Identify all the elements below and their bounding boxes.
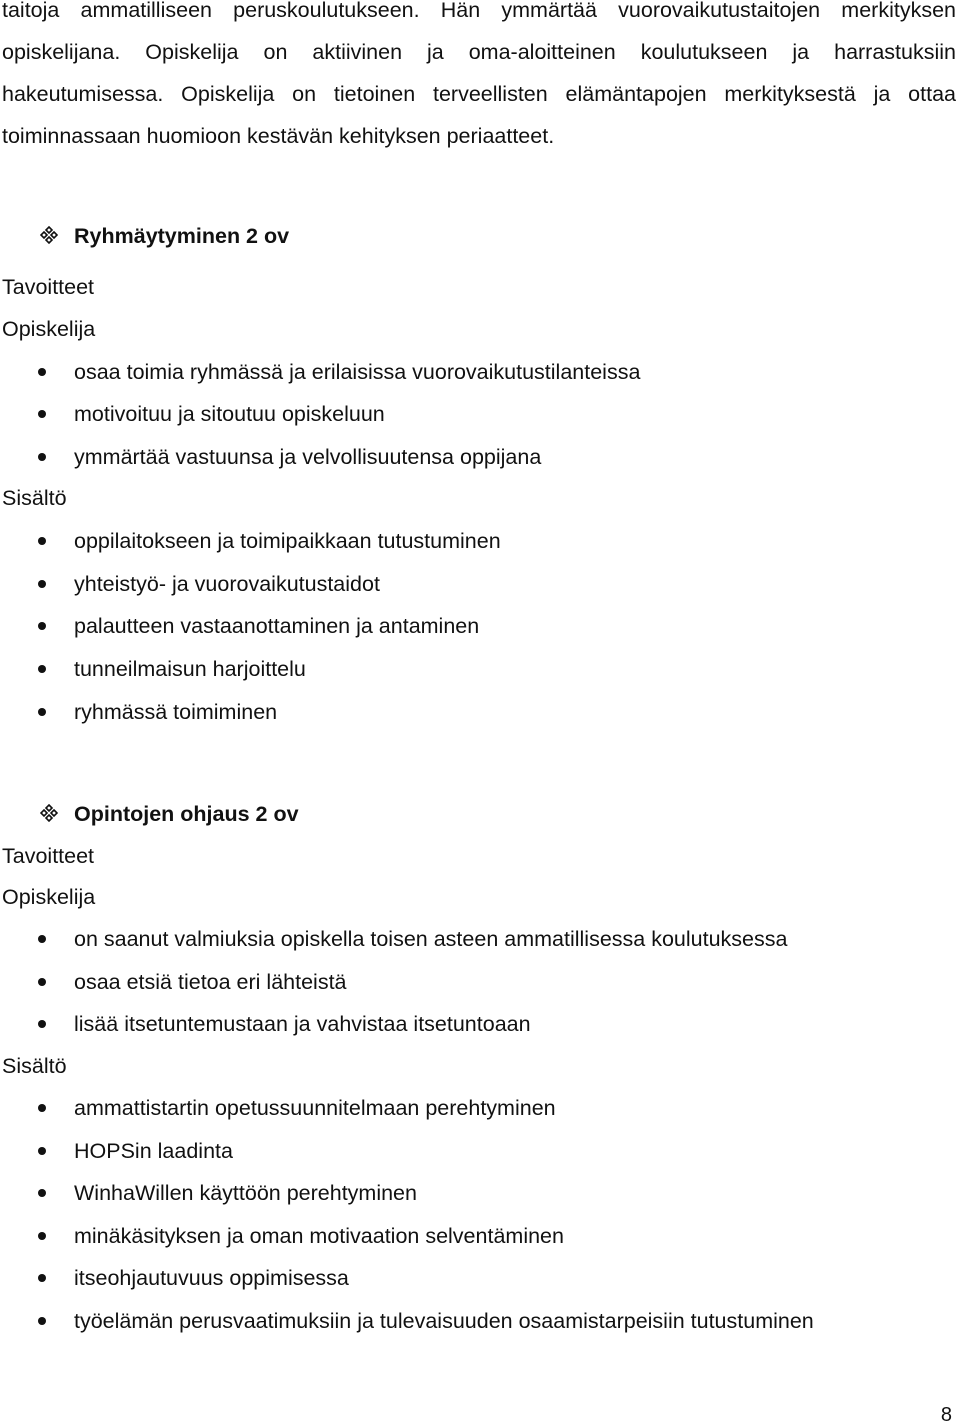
list-item: lisää itsetuntemustaan ja vahvistaa itsetuntoaan [38, 1014, 531, 1036]
list-item: on saanut valmiuksia opiskella toisen asteen ammatillisessa koulutuksessa [38, 929, 787, 951]
page-number: 8 [940, 1404, 952, 1426]
list-item: yhteistyö- ja vuorovaikutustaidot [38, 574, 380, 596]
bullet-icon [38, 978, 46, 986]
goals-label: Tavoitteet [2, 275, 95, 299]
bullet-icon [38, 935, 46, 943]
section-heading [40, 226, 289, 248]
bullet-icon [38, 622, 46, 630]
bullet-icon [38, 410, 46, 418]
bullet-icon [38, 368, 46, 376]
intro-line: taitoja ammatilliseen peruskoulutukseen. Hän ymmärtää vuorovaikutustaitojen merkityksen [2, 0, 956, 22]
list-item: minäkäsityksen ja oman motivaation selventäminen [38, 1226, 564, 1248]
list-item: motivoituu ja sitoutuu opiskeluun [38, 404, 385, 426]
section-heading [40, 804, 299, 826]
list-item: palautteen vastaanottaminen ja antaminen [38, 616, 479, 638]
bullet-icon [38, 1317, 46, 1325]
list-item: oppilaitokseen ja toimipaikkaan tutustuminen [38, 531, 501, 553]
bullet-icon [38, 580, 46, 588]
bullet-icon [38, 1232, 46, 1240]
content-label: Sisältö [2, 1054, 67, 1078]
bullet-icon [38, 1189, 46, 1197]
content-label: Sisältö [2, 486, 67, 510]
diamond-bullet-icon [40, 226, 58, 244]
intro-line: toiminnassaan huomioon kestävän kehityksen periaatteet. [2, 124, 555, 148]
bullet-icon [38, 1020, 46, 1028]
section-title: Opintojen ohjaus 2 ov [74, 802, 299, 826]
list-item: osaa etsiä tietoa eri lähteistä [38, 972, 347, 994]
diamond-bullet-icon [40, 804, 58, 822]
list-item: WinhaWillen käyttöön perehtyminen [38, 1183, 417, 1205]
intro-line: hakeutumisessa. Opiskelija on tietoinen terveellisten elämäntapojen merkityksestä ja ottaa [2, 82, 956, 106]
bullet-icon [38, 665, 46, 673]
bullet-icon [38, 1274, 46, 1282]
bullet-icon [38, 1147, 46, 1155]
student-label: Opiskelija [2, 317, 96, 341]
list-item: ymmärtää vastuunsa ja velvollisuutensa oppijana [38, 447, 541, 469]
list-item: itseohjautuvuus oppimisessa [38, 1268, 349, 1290]
student-label: Opiskelija [2, 885, 96, 909]
intro-line: opiskelijana. Opiskelija on aktiivinen ja oma-aloitteinen koulutukseen ja harrastuksiin [2, 40, 956, 64]
list-item: ammattistartin opetussuunnitelmaan perehtyminen [38, 1098, 556, 1120]
list-item: osaa toimia ryhmässä ja erilaisissa vuorovaikutustilanteissa [38, 362, 640, 384]
bullet-icon [38, 1104, 46, 1112]
list-item: ryhmässä toimiminen [38, 702, 277, 724]
goals-label: Tavoitteet [2, 844, 95, 868]
bullet-icon [38, 708, 46, 716]
list-item: työelämän perusvaatimuksiin ja tulevaisuuden osaamistarpeisiin tutustuminen [38, 1311, 814, 1333]
list-item: tunneilmaisun harjoittelu [38, 659, 306, 681]
bullet-icon [38, 537, 46, 545]
bullet-icon [38, 453, 46, 461]
list-item: HOPSin laadinta [38, 1141, 233, 1163]
section-title: Ryhmäytyminen 2 ov [74, 224, 290, 248]
